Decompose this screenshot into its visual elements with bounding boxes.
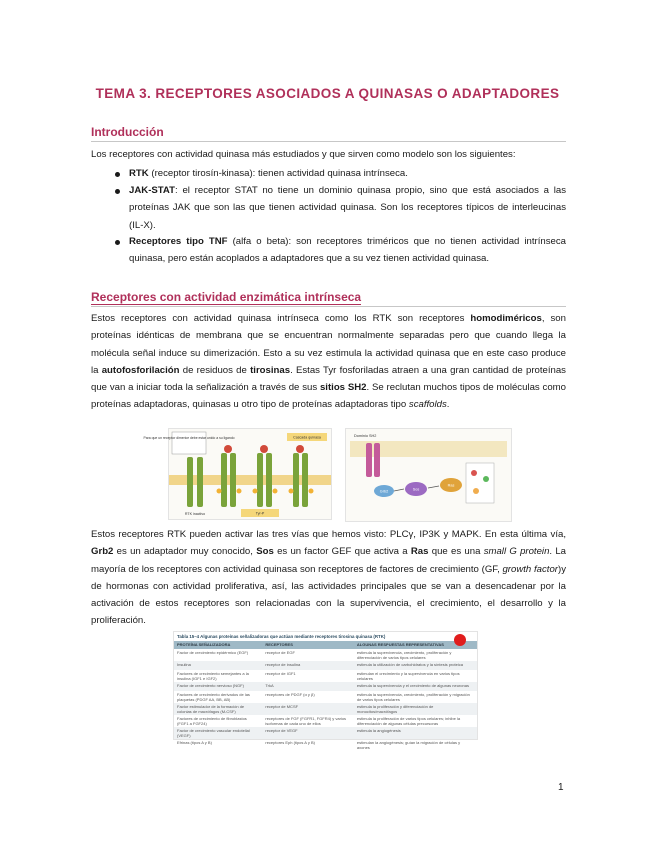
bullet-rtk: RTK (receptor tirosín-kinasa): tienen actividad quinasa intrínseca. xyxy=(129,168,408,179)
table-row xyxy=(174,661,477,670)
svg-text:Ras: Ras xyxy=(447,483,455,488)
section-rule xyxy=(91,306,566,307)
table-cell: estimulan la angiogénesis; guían la migración de células y axones xyxy=(356,740,461,750)
intro-lead: Los receptores con actividad quinasa más estudiados y que sirven como modelo son los siguientes: xyxy=(91,149,516,160)
table-cell: estimula la angiogénesis xyxy=(354,727,477,739)
rtk-table-figure xyxy=(173,631,478,750)
table-cell: receptor de EGF xyxy=(265,650,295,655)
page-number: 1 xyxy=(558,782,564,793)
table-row xyxy=(174,715,477,727)
text-run: . Estas Tyr fosforiladas atraen a una gran cantidad de proteínas que van a iniciar toda la señalización a través de sus xyxy=(91,364,566,394)
paragraph-rtk xyxy=(91,310,566,414)
table-cell: estimula la supervivencia y el crecimiento de algunas neuronas xyxy=(354,682,477,691)
table-row xyxy=(174,670,477,682)
text-run: Grb2 xyxy=(91,546,114,558)
svg-text:Tyr-P: Tyr-P xyxy=(255,511,265,516)
rtk-diagram-figure xyxy=(143,428,332,520)
svg-text:Sos: Sos xyxy=(412,487,420,492)
table-cell: Factores de crecimiento derivados de las plaquetas (PDGF AA, BB, AB) xyxy=(177,692,250,702)
table-row xyxy=(174,682,477,691)
table-cell: Factor de crecimiento nervioso (NGF) xyxy=(174,682,262,691)
table-cell: receptor de insulina xyxy=(262,661,354,670)
table-cell: receptores Eph (tipos A y B) xyxy=(265,740,315,745)
sh2-pathway-figure xyxy=(345,428,512,522)
rtk-dimerization-diagram xyxy=(143,429,331,519)
table-cell: estimula la proliferación y diferenciación de monocitos/macrófagos xyxy=(354,703,477,715)
table-row xyxy=(174,739,477,751)
text-run: growth factor xyxy=(502,563,558,575)
table-cell: Factor estimulador de la formación de colonias de macrófagos (M-CSF) xyxy=(174,703,262,715)
bullet-tnf: Receptores tipo TNF (alfa o beta): son receptores triméricos que no tienen actividad intrínseca quinasa, pero están acoplados a adaptadores que a su vez tienen actividad quinasa. xyxy=(129,236,566,265)
text-run: Estos receptores RTK pueden activar las tres vías que hemos visto: PLCγ, IP3K y MAPK. En esta última vía, xyxy=(91,529,566,540)
svg-text:RTK inactivo: RTK inactivo xyxy=(184,512,206,516)
table-cell: receptores de FGF (FGFR1, FGFR4) y varios isoformas de cada uno de ellos xyxy=(265,716,347,726)
text-run: scaffolds xyxy=(408,399,447,411)
table-cell: estimulan el crecimiento y la supervivencia en varios tipos celulares xyxy=(356,671,460,681)
text-run: Ras xyxy=(410,546,429,558)
rtk-signaling-table xyxy=(174,641,477,751)
table-cell: Factores de crecimiento de fibroblastos (FGF1 a FGF24) xyxy=(177,716,247,726)
text-run: autofosforilación xyxy=(101,364,180,376)
red-marker-icon xyxy=(454,634,466,646)
bullet-jak-stat: JAK-STAT: el receptor STAT no tiene un dominio quinasa propio, sino que está asociados a las proteínas JAK que son las que tienen actividad quinasa. Son los receptores típicos de interleucinas (IL-X). xyxy=(129,185,566,231)
text-run: sitios SH2 xyxy=(319,382,367,394)
bullet-dot xyxy=(115,240,120,245)
page-title: TEMA 3. RECEPTORES ASOCIADOS A QUINASAS O ADAPTADORES xyxy=(95,86,560,101)
table-row xyxy=(174,727,477,739)
section-heading: Receptores con actividad enzimática intrínseca xyxy=(91,290,362,304)
svg-text:Grb2: Grb2 xyxy=(379,489,389,494)
table-cell: Factor de crecimiento epidérmico (EGF) xyxy=(177,650,249,655)
text-run: )y de hormonas con actividad proliferativa, así, las actividades principales que se van a desencadenar por la activación de estos receptores son relacionadas con la supervivencia, el crecimiento, el desarrollo y la proliferación. xyxy=(91,563,566,627)
bullet-dot xyxy=(115,189,120,194)
text-run: de residuos de xyxy=(179,364,251,376)
table-cell: receptor de IGF1 xyxy=(265,671,296,676)
table-caption: Tabla 15–4 Algunas proteínas señalizadoras que actúan mediante receptores tirosina quinasa (RTK) xyxy=(177,634,386,639)
intro-heading: Introducción xyxy=(91,125,164,139)
table-header-row xyxy=(174,641,477,649)
text-run: Sos xyxy=(256,546,274,558)
table-row xyxy=(174,649,477,661)
svg-text:Dominio SH2: Dominio SH2 xyxy=(354,434,377,438)
table-cell: Factores de crecimiento semejantes a la insulina (IGF1 e IGF2) xyxy=(177,671,249,681)
bullet-dot xyxy=(115,172,120,177)
text-run: , son proteínas idénticas de membrana que se encuentran normalmente separadas pero que cuando llega la molécula señal induce su dimerización. Esto a su vez estimula la actividad quinasa que en este caso produce la xyxy=(91,313,566,376)
table-cell: estimula la supervivencia, crecimiento, proliferación y migración de varios tipos celulares xyxy=(356,692,470,702)
table-cell: Efrinas (tipos A y B) xyxy=(177,740,212,745)
table-header: RECEPTORES xyxy=(262,641,354,649)
text-run: que es una xyxy=(428,546,484,558)
text-run: . La mayoría de los receptores con actividad quinasa son receptores de factores de crecimiento (GF, xyxy=(91,546,567,575)
table-cell: receptor de MCSF xyxy=(262,703,354,715)
sh2-pathway-diagram xyxy=(346,429,511,521)
table-cell: TrkA xyxy=(262,682,354,691)
table-cell: Insulina xyxy=(174,661,262,670)
text-run: homodiméricos xyxy=(470,313,542,324)
svg-text:Para que un receptor dimerice: Para que un receptor dimerice debe estar unido a su ligando xyxy=(143,436,235,440)
table-cell: receptores de PDGF (α y β) xyxy=(265,692,315,697)
text-run: Estos receptores con actividad quinasa intrínseca como los RTK son receptores xyxy=(91,313,471,324)
intro-rule xyxy=(91,141,566,142)
text-run: es un adaptador muy conocido, xyxy=(113,546,257,558)
table-cell: estimula la supervivencia, crecimiento, proliferación y diferenciación de varios tipos celulares xyxy=(356,650,452,660)
table-cell: estimula la utilización de carbohidratos y la síntesis proteica xyxy=(354,661,477,670)
text-run: . Se reclutan muchos tipos de moléculas como proteínas adaptadoras, quinasas u otro tipo de proteínas adaptadoras tipo xyxy=(91,382,566,411)
table-cell: estimula la proliferación de varios tipos celulares; inhibe la diferenciación de algunas células precursoras xyxy=(356,716,461,726)
text-run: es un factor GEF que activa a xyxy=(273,546,411,558)
table-cell: Factor de crecimiento vascular endotelial (VEGF) xyxy=(174,727,262,739)
text-run: . xyxy=(446,399,450,411)
text-run: small G protein xyxy=(483,546,550,558)
svg-text:Cascada quinasa: Cascada quinasa xyxy=(293,435,321,440)
paragraph-pathways xyxy=(91,526,566,630)
table-header: PROTEÍNA SEÑALIZADORA xyxy=(174,641,262,649)
table-row xyxy=(174,703,477,715)
text-run: tirosinas xyxy=(250,364,291,376)
table-header: ALGUNAS RESPUESTAS REPRESENTATIVAS xyxy=(354,641,477,649)
table-row xyxy=(174,691,477,703)
table-cell: receptor de VEGF xyxy=(262,727,354,739)
